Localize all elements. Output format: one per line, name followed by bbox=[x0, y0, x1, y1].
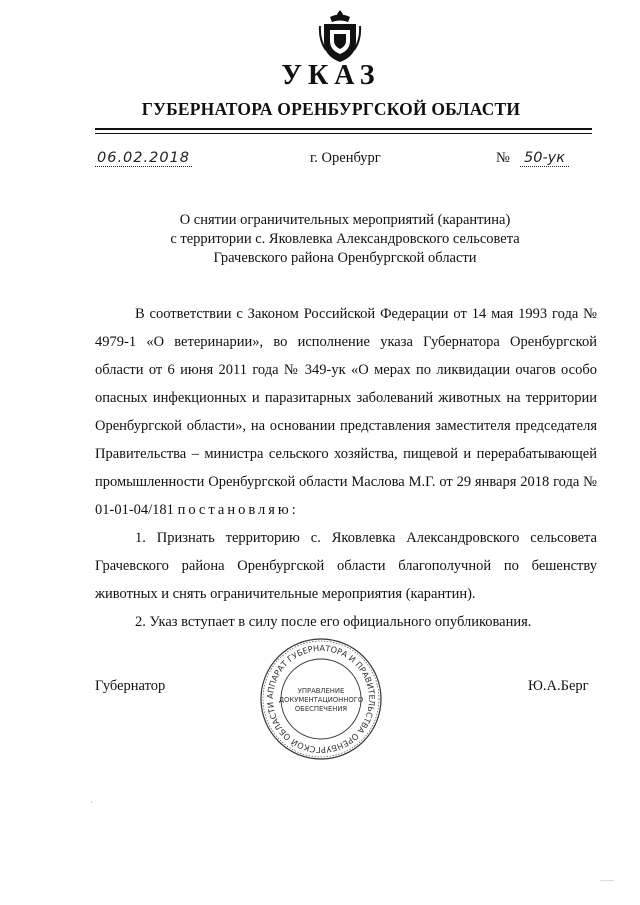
subject-line: Грачевского района Оренбургской области bbox=[213, 250, 477, 266]
subject-line: О снятии ограничительных мероприятий (карантина) bbox=[179, 212, 511, 228]
stamp-center-line: ОБЕСПЕЧЕНИЯ bbox=[294, 705, 348, 713]
preamble-text: В соответствии с Законом Российской Федерации от 14 мая 1993 года № 4979-1 «О ветеринарии», во исполнение указа Губернатора Оренбургской области от 6 июня 2011 года № 349-ук «О мерах по ликвидации очагов особо опасных инфекционных и паразитарных заболеваний животных на территории Оренбургской области», на основании представления заместителя председателя Правительства – министра сельского хозяйства, пищевой и перерабатывающей промышленности Оренбургской области Маслова М.Г. от 29 января 2018 года № 01-01-04/181 bbox=[95, 306, 597, 518]
stamp-ring-text: АППАРАТ ГУБЕРНАТОРА И ПРАВИТЕЛЬСТВА ОРЕНБУРГСКОЙ ОБЛАСТИ bbox=[264, 642, 378, 756]
header-rule-thin bbox=[95, 133, 592, 134]
resolution-word: постановляю: bbox=[177, 502, 299, 518]
document-subtitle: ГУБЕРНАТОРА ОРЕНБУРГСКОЙ ОБЛАСТИ bbox=[141, 99, 521, 119]
body-paragraph-item-1: 1. Признать территорию с. Яковлевка Александровского сельсовета Грачевского района Оренбургской области благополучной по бешенству животных и снять ограничительные мероприятия (карантин). bbox=[95, 530, 597, 602]
document-body bbox=[95, 300, 597, 636]
scan-artifact: · bbox=[90, 798, 93, 807]
official-stamp bbox=[258, 636, 384, 762]
subject-line: с территории с. Яковлевка Александровского сельсовета bbox=[170, 231, 520, 247]
document-date: 06.02.2018 bbox=[97, 150, 191, 166]
document-number: 50-ук bbox=[520, 150, 569, 167]
scan-artifact-line bbox=[600, 880, 614, 881]
stamp-center-line: ДОКУМЕНТАЦИОННОГО bbox=[278, 696, 364, 704]
document-subject bbox=[140, 211, 550, 268]
body-paragraph-item-2: 2. Указ вступает в силу после его официального опубликования. bbox=[135, 614, 532, 630]
stamp-center-line: УПРАВЛЕНИЕ bbox=[297, 687, 345, 695]
signatory-name: Ю.А.Берг bbox=[528, 678, 589, 694]
document-city: г. Оренбург bbox=[310, 150, 381, 166]
coat-of-arms-icon bbox=[318, 8, 362, 64]
header-rule-thick bbox=[95, 128, 592, 130]
document-title: УКАЗ bbox=[281, 60, 381, 91]
body-paragraph-preamble bbox=[95, 300, 597, 524]
signatory-position: Губернатор bbox=[95, 678, 166, 694]
number-label: № bbox=[496, 150, 510, 166]
